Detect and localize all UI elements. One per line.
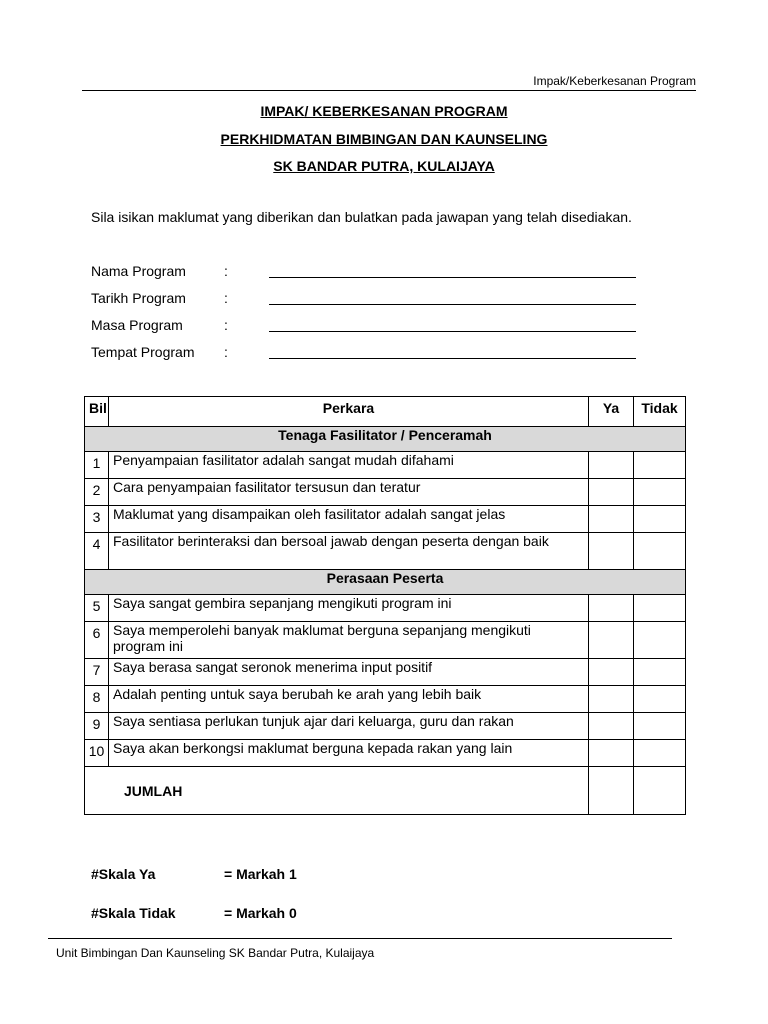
ya-cell[interactable]	[589, 506, 634, 533]
evaluation-table	[84, 396, 686, 815]
table-row	[85, 506, 686, 533]
row-number: 9	[85, 713, 109, 740]
tidak-cell[interactable]	[634, 713, 686, 740]
tidak-cell[interactable]	[634, 479, 686, 506]
header-tidak: Tidak	[634, 397, 686, 427]
instruction-text: Sila isikan maklumat yang diberikan dan bulatkan pada jawapan yang telah disediakan.	[91, 209, 632, 225]
field-label: Tempat Program	[91, 344, 195, 360]
table-row	[85, 686, 686, 713]
scale-value: = Markah 1	[224, 866, 297, 882]
footer-text: Unit Bimbingan Dan Kaunseling SK Bandar Putra, Kulaijaya	[56, 946, 375, 960]
row-number: 1	[85, 452, 109, 479]
table-row	[85, 533, 686, 570]
row-text: Saya sentiasa perlukan tunjuk ajar dari keluarga, guru dan rakan	[109, 713, 589, 740]
header-title: Impak/Keberkesanan Program	[533, 74, 696, 88]
table-row	[85, 452, 686, 479]
field-masa-program	[91, 317, 651, 337]
row-number: 10	[85, 740, 109, 767]
row-text: Maklumat yang disampaikan oleh fasilitator adalah sangat jelas	[109, 506, 589, 533]
ya-cell[interactable]	[589, 713, 634, 740]
field-label: Nama Program	[91, 263, 186, 279]
row-number: 7	[85, 659, 109, 686]
row-number: 2	[85, 479, 109, 506]
field-colon: :	[224, 344, 228, 360]
ya-cell[interactable]	[589, 686, 634, 713]
ya-cell[interactable]	[589, 479, 634, 506]
row-text: Saya memperolehi banyak maklumat berguna sepanjang mengikuti program ini	[109, 622, 589, 659]
ya-cell[interactable]	[589, 740, 634, 767]
field-tempat-program	[91, 344, 651, 364]
field-blank-line[interactable]	[269, 331, 636, 332]
scale-ya	[91, 866, 391, 884]
section-title: Perasaan Peserta	[85, 570, 686, 595]
section-title: Tenaga Fasilitator / Penceramah	[85, 427, 686, 452]
table-row	[85, 595, 686, 622]
table-header-row	[85, 397, 686, 427]
field-nama-program	[91, 263, 651, 283]
total-ya-cell[interactable]	[589, 767, 634, 815]
field-colon: :	[224, 317, 228, 333]
table-row	[85, 713, 686, 740]
row-text: Penyampaian fasilitator adalah sangat mudah difahami	[109, 452, 589, 479]
header-ya: Ya	[589, 397, 634, 427]
row-number: 4	[85, 533, 109, 570]
row-number: 8	[85, 686, 109, 713]
tidak-cell[interactable]	[634, 622, 686, 659]
table-row	[85, 479, 686, 506]
field-label: Tarikh Program	[91, 290, 186, 306]
row-text: Saya sangat gembira sepanjang mengikuti program ini	[109, 595, 589, 622]
total-label: JUMLAH	[85, 767, 589, 815]
field-blank-line[interactable]	[269, 277, 636, 278]
total-row	[85, 767, 686, 815]
row-text: Saya berasa sangat seronok menerima input positif	[109, 659, 589, 686]
row-text: Cara penyampaian fasilitator tersusun dan teratur	[109, 479, 589, 506]
table-row	[85, 659, 686, 686]
row-text: Fasilitator berinteraksi dan bersoal jawab dengan peserta dengan baik	[109, 533, 589, 570]
tidak-cell[interactable]	[634, 506, 686, 533]
tidak-cell[interactable]	[634, 740, 686, 767]
table-row	[85, 740, 686, 767]
scale-tidak	[91, 905, 391, 923]
tidak-cell[interactable]	[634, 659, 686, 686]
tidak-cell[interactable]	[634, 686, 686, 713]
ya-cell[interactable]	[589, 452, 634, 479]
header-perkara: Perkara	[109, 397, 589, 427]
row-number: 6	[85, 622, 109, 659]
footer-divider	[48, 938, 672, 939]
field-label: Masa Program	[91, 317, 183, 333]
ya-cell[interactable]	[589, 595, 634, 622]
section-row	[85, 427, 686, 452]
scale-key: #Skala Tidak	[91, 905, 176, 921]
header-bil: Bil	[85, 397, 109, 427]
tidak-cell[interactable]	[634, 533, 686, 570]
field-blank-line[interactable]	[269, 304, 636, 305]
title-line-3: SK BANDAR PUTRA, KULAIJAYA	[273, 158, 495, 174]
row-number: 3	[85, 506, 109, 533]
title-line-1: IMPAK/ KEBERKESANAN PROGRAM	[260, 103, 508, 119]
header-divider	[82, 90, 696, 91]
table-row	[85, 622, 686, 659]
row-text: Adalah penting untuk saya berubah ke arah yang lebih baik	[109, 686, 589, 713]
field-blank-line[interactable]	[269, 358, 636, 359]
tidak-cell[interactable]	[634, 595, 686, 622]
field-tarikh-program	[91, 290, 651, 310]
ya-cell[interactable]	[589, 659, 634, 686]
ya-cell[interactable]	[589, 533, 634, 570]
ya-cell[interactable]	[589, 622, 634, 659]
scale-key: #Skala Ya	[91, 866, 156, 882]
scale-value: = Markah 0	[224, 905, 297, 921]
field-colon: :	[224, 263, 228, 279]
section-row	[85, 570, 686, 595]
row-text: Saya akan berkongsi maklumat berguna kepada rakan yang lain	[109, 740, 589, 767]
tidak-cell[interactable]	[634, 452, 686, 479]
field-colon: :	[224, 290, 228, 306]
title-line-2: PERKHIDMATAN BIMBINGAN DAN KAUNSELING	[220, 131, 548, 147]
total-tidak-cell[interactable]	[634, 767, 686, 815]
row-number: 5	[85, 595, 109, 622]
